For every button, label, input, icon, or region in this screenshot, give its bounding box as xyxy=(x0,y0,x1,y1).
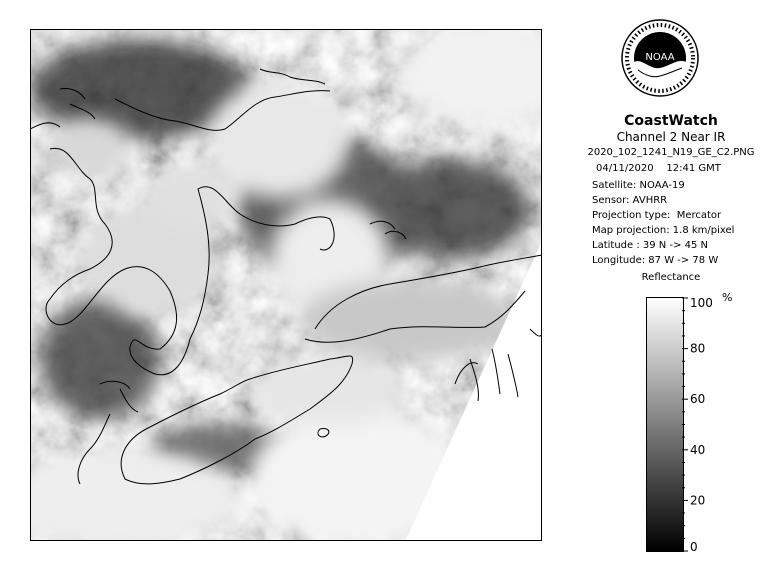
date-time xyxy=(596,163,782,174)
acquisition-date: 04/11/2020 xyxy=(596,163,654,174)
noaa-logo-icon xyxy=(620,18,700,108)
noaa-logo xyxy=(620,18,700,108)
logo-text: NOAA xyxy=(645,52,675,63)
satellite-map xyxy=(30,29,542,541)
meta-sensor: Sensor: AVHRR xyxy=(592,195,668,206)
colorbar-tick-label: 60 xyxy=(690,392,706,407)
meta-longitude: Longitude: 87 W -> 78 W xyxy=(592,255,719,266)
colorbar-tick-label: 20 xyxy=(690,493,706,508)
app-title: CoastWatch xyxy=(624,113,718,129)
colorbar-tick-label: 100 xyxy=(690,297,713,310)
colorbar-ticks xyxy=(682,297,742,552)
satellite-image xyxy=(30,29,542,541)
meta-latitude: Latitude : 39 N -> 45 N xyxy=(592,240,709,251)
colorbar-unit: % xyxy=(722,291,733,304)
meta-satellite: Satellite: NOAA-19 xyxy=(592,180,685,191)
acquisition-time: 12:41 GMT xyxy=(666,163,721,174)
meta-map-projection: Map projection: 1.8 km/pixel xyxy=(592,225,735,236)
colorbar xyxy=(646,297,684,552)
colorbar-tick-label: 80 xyxy=(690,341,706,356)
colorbar-tick-label: 0 xyxy=(690,540,698,552)
colorbar-label: Reflectance xyxy=(641,272,701,283)
colorbar-tick-label: 40 xyxy=(690,442,706,457)
channel-subtitle: Channel 2 Near IR xyxy=(616,130,726,144)
meta-projection-type: Projection type: Mercator xyxy=(592,210,722,221)
file-name: 2020_102_1241_N19_GE_C2.PNG xyxy=(587,147,755,158)
